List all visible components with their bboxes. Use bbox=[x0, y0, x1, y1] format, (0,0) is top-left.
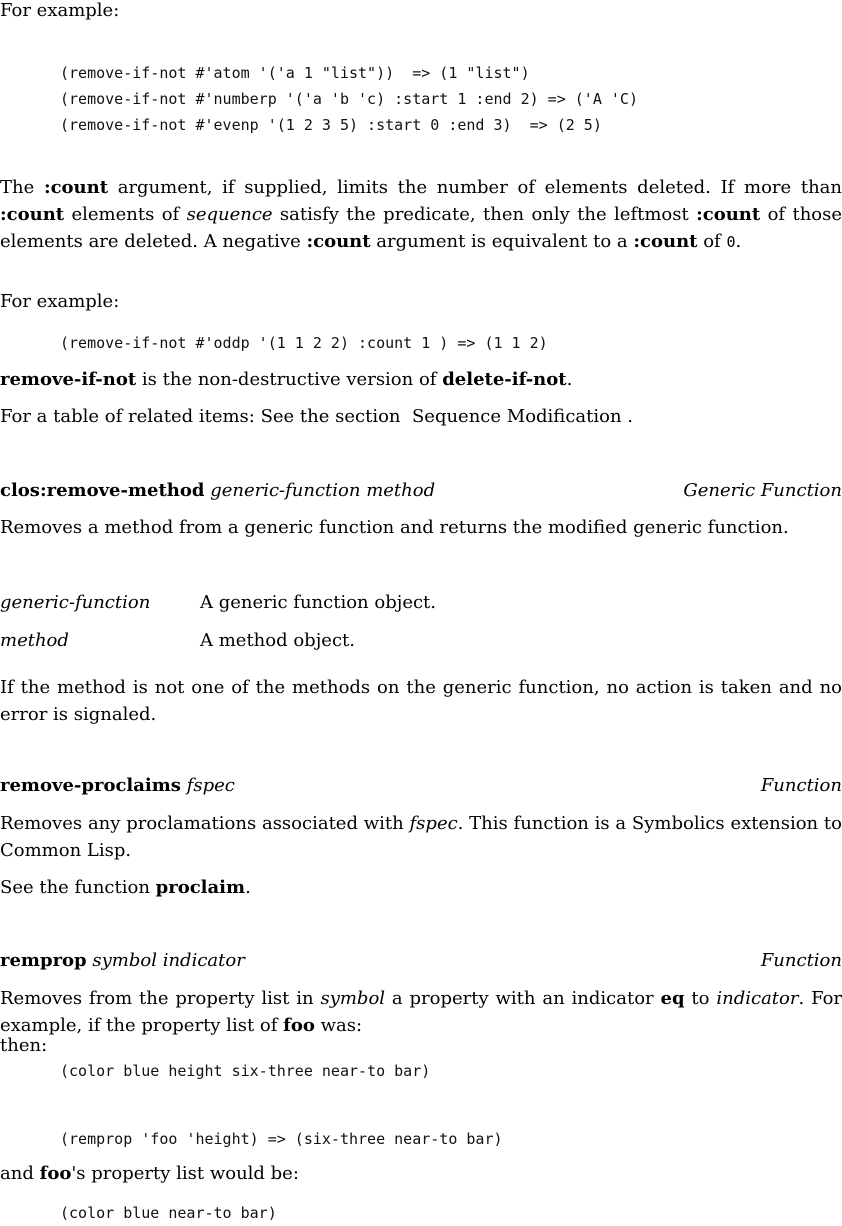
entry-description: Removes a method from a generic function and returns the modified generic function. bbox=[0, 517, 789, 538]
arg-desc: A method object. bbox=[200, 630, 355, 651]
entry-name: clos:remove-method bbox=[0, 480, 205, 501]
keyword-count: :count bbox=[43, 177, 109, 198]
function-ref[interactable]: eq bbox=[660, 988, 685, 1009]
entry-args: generic-function method bbox=[210, 480, 436, 501]
property-list-note: and foo's property list would be: bbox=[0, 1163, 299, 1184]
arg-desc: A generic function object. bbox=[200, 592, 437, 613]
arg-row bbox=[0, 627, 842, 654]
entry-name: remprop bbox=[0, 950, 87, 971]
keyword-count: :count bbox=[633, 231, 698, 252]
entry-note: If the method is not one of the methods on the generic function, no action is taken and no error is signaled. bbox=[0, 677, 842, 725]
function-ref[interactable]: delete-if-not bbox=[442, 369, 567, 390]
entry-kind: Generic Function bbox=[683, 480, 842, 501]
keyword-count: :count bbox=[306, 231, 371, 252]
entry-kind: Function bbox=[760, 950, 842, 971]
nondestructive-note: remove-if-not is the non-destructive version of delete-if-not. bbox=[0, 369, 573, 390]
arg-name: generic-function bbox=[0, 592, 151, 613]
zero-literal: 0 bbox=[726, 233, 736, 251]
related-items-note: For a table of related items: See the section Sequence Modification . bbox=[0, 406, 633, 427]
entry-description: Removes any proclamations associated with fspec. This function is a Symbolics extension to Common Lisp. bbox=[0, 813, 842, 861]
entry-header-remprop bbox=[0, 948, 842, 974]
then-label: then: bbox=[0, 1035, 48, 1056]
entry-description: Removes from the property list in symbol a property with an indicator eq to indicator. For example, if the property list of foo was: bbox=[0, 988, 842, 1036]
count-paragraph: The :count argument, if supplied, limits the number of elements deleted. If more than :count elements of sequence satisfy the predicate, then only the leftmost :count of those elements are deleted. A negative :count argument is equivalent to a :count of 0. bbox=[0, 177, 842, 252]
entry-args: symbol indicator bbox=[92, 950, 245, 971]
for-example-label: For example: bbox=[0, 291, 120, 312]
code-line: (remove-if-not #'numberp '('a 'b 'c) :start 1 :end 2) => ('A 'C) bbox=[60, 90, 638, 108]
code-line: (remove-if-not #'atom '('a 1 "list")) => (1 "list") bbox=[60, 64, 530, 82]
entry-args: fspec bbox=[186, 775, 235, 796]
code-line: (color blue height six-three near-to bar) bbox=[60, 1062, 431, 1080]
entry-header-remove-proclaims bbox=[0, 773, 842, 799]
function-ref[interactable]: proclaim bbox=[155, 877, 246, 898]
entry-kind: Function bbox=[760, 775, 842, 796]
code-line: (color blue near-to bar) bbox=[60, 1204, 277, 1222]
code-line: (remove-if-not #'evenp '(1 2 3 5) :start 0 :end 3) => (2 5) bbox=[60, 116, 602, 134]
function-ref[interactable]: remove-if-not bbox=[0, 369, 137, 390]
param-indicator: indicator bbox=[716, 988, 799, 1009]
keyword-count: :count bbox=[0, 204, 65, 225]
arg-row bbox=[0, 589, 842, 616]
symbol-foo: foo bbox=[39, 1163, 72, 1184]
arg-name: method bbox=[0, 630, 69, 651]
symbol-foo: foo bbox=[283, 1015, 315, 1036]
code-line: (remove-if-not #'oddp '(1 1 2 2) :count 1 ) => (1 1 2) bbox=[60, 334, 548, 352]
param-sequence: sequence bbox=[186, 204, 273, 225]
entry-header-remove-method bbox=[0, 478, 842, 504]
entry-name: remove-proclaims bbox=[0, 775, 181, 796]
see-also: See the function proclaim. bbox=[0, 877, 251, 898]
for-example-label: For example: bbox=[0, 0, 120, 21]
param-symbol: symbol bbox=[320, 988, 386, 1009]
param-fspec: fspec bbox=[409, 813, 458, 834]
keyword-count: :count bbox=[696, 204, 761, 225]
code-line: (remprop 'foo 'height) => (six-three near-to bar) bbox=[60, 1130, 503, 1148]
